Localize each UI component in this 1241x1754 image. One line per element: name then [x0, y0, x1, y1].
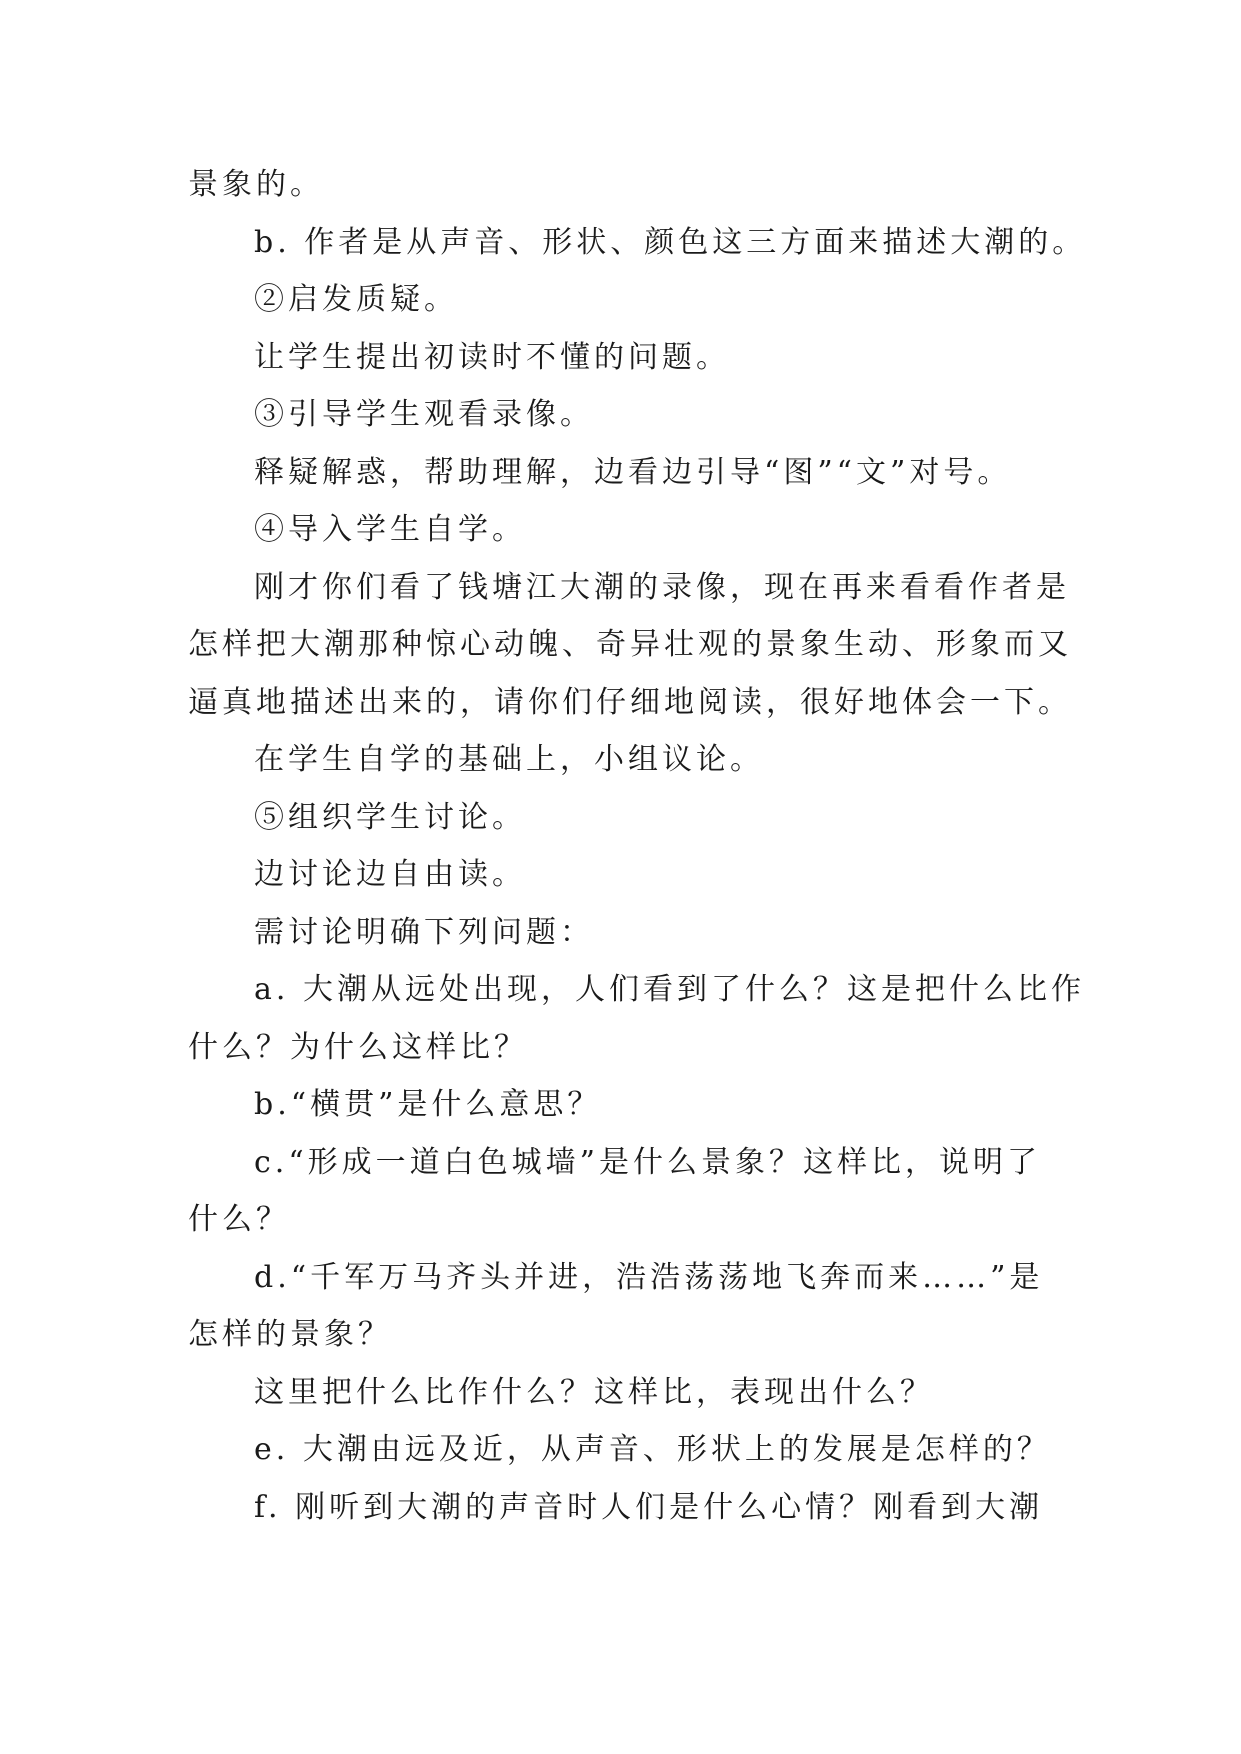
text-line: 在学生自学的基础上，小组议论。	[254, 742, 764, 777]
text-line: a. 大潮从远处出现，人们看到了什么？这是把什么比作	[254, 972, 1085, 1007]
text-line: ⑤组织学生讨论。	[254, 799, 526, 835]
text-line: d.“千军万马齐头并进，浩浩荡荡地飞奔而来……”是	[254, 1259, 1044, 1295]
text-line: ④导入学生自学。	[254, 512, 526, 547]
text-line: 怎样把大潮那种惊心动魄、奇异壮观的景象生动、形象而又	[188, 627, 1072, 662]
text-line: 让学生提出初读时不懂的问题。	[254, 339, 730, 375]
text-body	[188, 156, 1088, 1536]
text-line: c.“形成一道白色城墙”是什么景象？这样比，说明了	[254, 1144, 1042, 1180]
text-line: 什么？	[188, 1202, 290, 1237]
text-line: 释疑解惑，帮助理解，边看边引导“图”“文”对号。	[254, 454, 1012, 490]
text-line: 景象的。	[188, 167, 324, 202]
text-line: ②启发质疑。	[254, 282, 458, 317]
text-line: b. 作者是从声音、形状、颜色这三方面来描述大潮的。	[254, 224, 1087, 260]
text-line: ③引导学生观看录像。	[254, 397, 594, 432]
text-line: 逼真地描述出来的，请你们仔细地阅读，很好地体会一下。	[188, 684, 1072, 720]
text-line: f. 刚听到大潮的声音时人们是什么心情？刚看到大潮	[254, 1489, 1044, 1525]
text-line: e. 大潮由远及近，从声音、形状上的发展是怎样的？	[254, 1432, 1051, 1467]
text-line: b.“横贯”是什么意思？	[254, 1087, 602, 1122]
text-line: 怎样的景象？	[188, 1317, 392, 1352]
text-line: 什么？为什么这样比？	[188, 1029, 528, 1065]
text-line: 需讨论明确下列问题：	[254, 914, 594, 950]
text-line: 刚才你们看了钱塘江大潮的录像，现在再来看看作者是	[254, 569, 1070, 605]
text-line: 边讨论边自由读。	[254, 857, 526, 892]
text-line: 这里把什么比作什么？这样比，表现出什么？	[254, 1374, 934, 1410]
